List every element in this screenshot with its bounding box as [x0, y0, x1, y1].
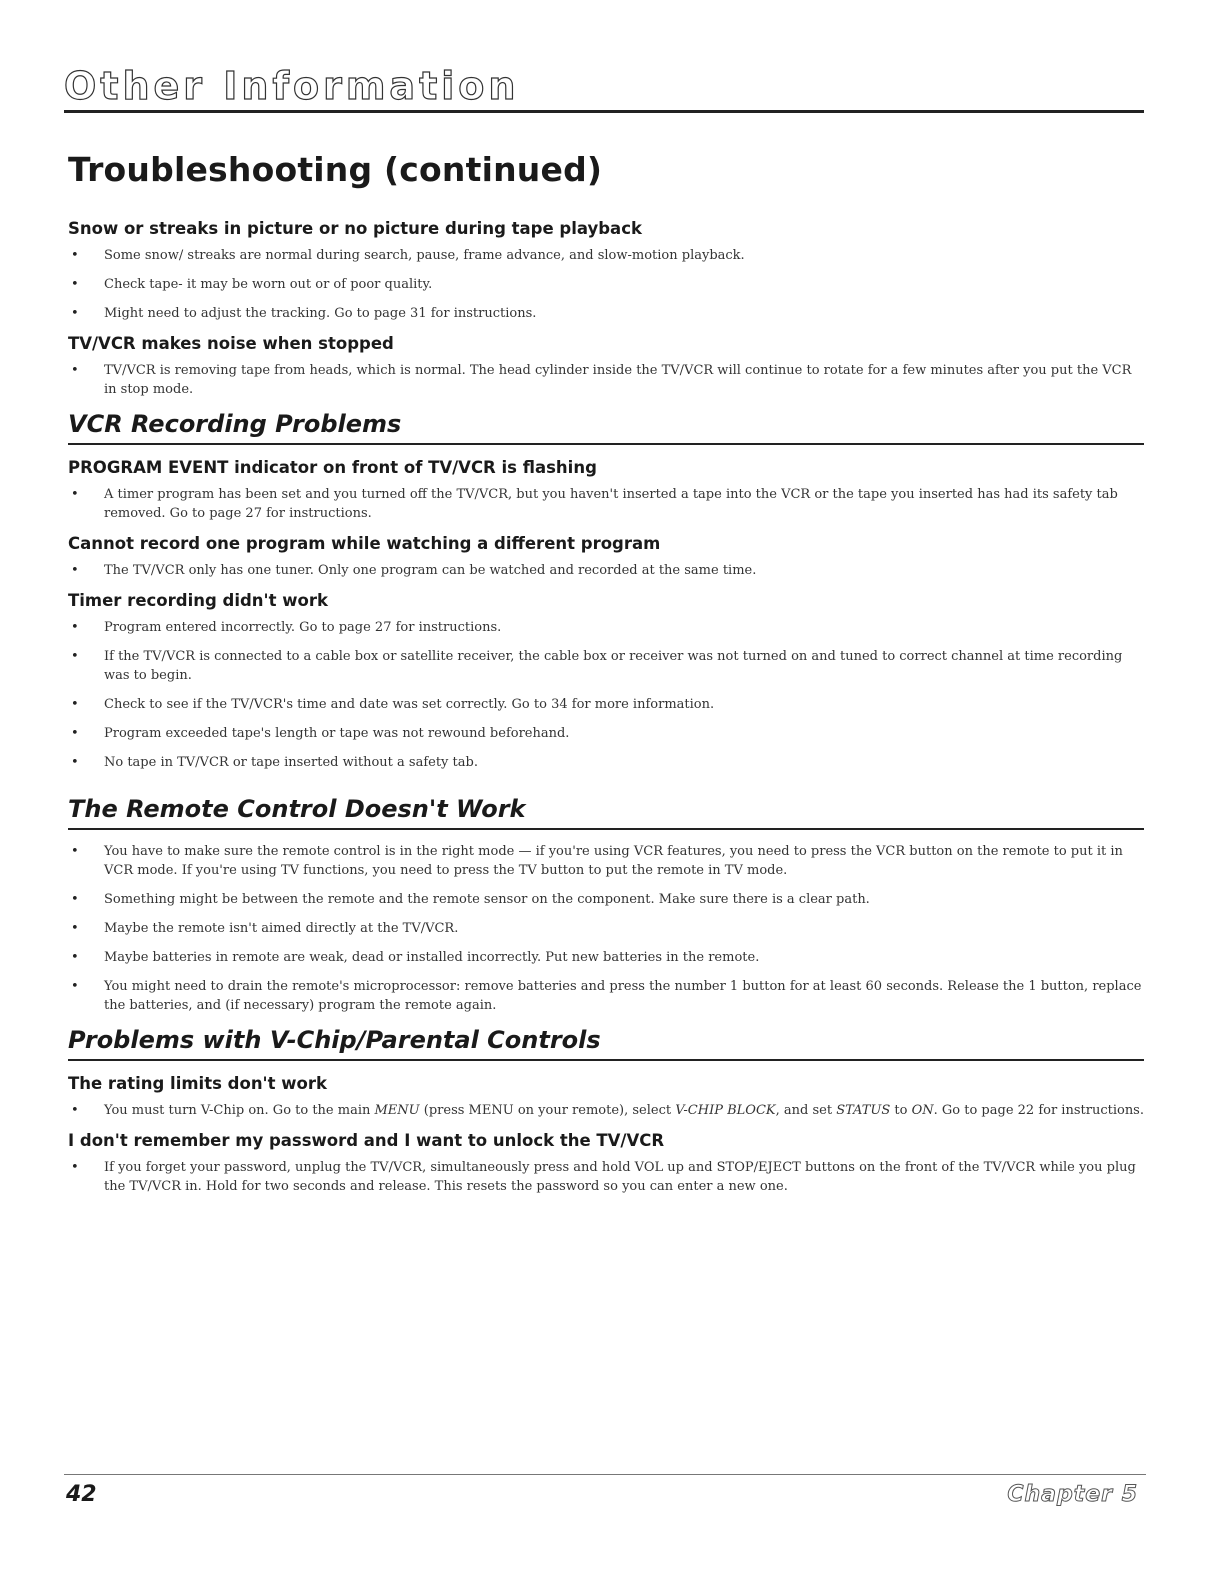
- list-item: • You must turn V-Chip on. Go to the main MENU (press MENU on your remote), select V-CHIP BLOCK, and set STATUS to ON. Go to page 22 for instructions.: [68, 1101, 1144, 1120]
- list-item: • Check tape- it may be worn out or of poor quality.: [68, 275, 1144, 294]
- list-item: • If you forget your password, unplug the TV/VCR, simultaneously press and hold VOL up and STOP/EJECT buttons on the front of the TV/VCR while you plug the TV/VCR in. Hold for two seconds and release. This resets the password so you can enter a new one.: [68, 1158, 1144, 1196]
- list-item: • Check to see if the TV/VCR's time and date was set correctly. Go to 34 for more information.: [68, 695, 1144, 714]
- list-item: • Program entered incorrectly. Go to page 27 for instructions.: [68, 618, 1144, 637]
- subheading-snow-streaks: Snow or streaks in picture or no picture during tape playback: [68, 219, 642, 238]
- page-header: [64, 60, 1144, 113]
- subheading-cannot-record: Cannot record one program while watching a different program: [68, 534, 661, 553]
- chapter-label: Chapter 5: [1007, 1482, 1138, 1507]
- list-item: • No tape in TV/VCR or tape inserted without a safety tab.: [68, 753, 1144, 772]
- vchip-block-term: V-CHIP BLOCK: [675, 1103, 776, 1118]
- page-title: Troubleshooting (continued): [68, 150, 603, 189]
- list-item: • If the TV/VCR is connected to a cable box or satellite receiver, the cable box or receiver was not turned on and tuned to correct channel at time recording was to begin.: [68, 647, 1144, 685]
- list-noise-stopped: [68, 361, 1144, 399]
- subheading-program-event: PROGRAM EVENT indicator on front of TV/VCR is flashing: [68, 458, 597, 477]
- section-title-vchip: Problems with V-Chip/Parental Controls: [68, 1025, 1144, 1061]
- subheading-password: I don't remember my password and I want to unlock the TV/VCR: [68, 1131, 665, 1150]
- header-title: Other Information: [64, 64, 520, 108]
- page-content: [68, 218, 1144, 1206]
- subheading-noise-stopped: TV/VCR makes noise when stopped: [68, 334, 394, 353]
- list-item: • Some snow/ streaks are normal during search, pause, frame advance, and slow-motion playback.: [68, 246, 1144, 265]
- list-timer-recording: [68, 618, 1144, 772]
- list-password: [68, 1158, 1144, 1196]
- on-term: ON: [911, 1103, 934, 1118]
- list-item: • Program exceeded tape's length or tape was not rewound beforehand.: [68, 724, 1144, 743]
- list-item: • Might need to adjust the tracking. Go to page 31 for instructions.: [68, 304, 1144, 323]
- subheading-timer-recording: Timer recording didn't work: [68, 591, 328, 610]
- page-number: 42: [66, 1482, 97, 1507]
- subheading-rating-limits: The rating limits don't work: [68, 1074, 327, 1093]
- list-item: • Maybe batteries in remote are weak, dead or installed incorrectly. Put new batteries in the remote.: [68, 948, 1144, 967]
- list-item: • You have to make sure the remote control is in the right mode — if you're using VCR features, you need to press the VCR button on the remote to put it in VCR mode. If you're using TV functions, you need to press the TV button to put the remote in TV mode.: [68, 842, 1144, 880]
- list-cannot-record: [68, 561, 1144, 580]
- list-item: • Maybe the remote isn't aimed directly at the TV/VCR.: [68, 919, 1144, 938]
- status-term: STATUS: [836, 1103, 891, 1118]
- section-title-vcr-recording: VCR Recording Problems: [68, 409, 1144, 445]
- section-title-remote-control: The Remote Control Doesn't Work: [68, 794, 1144, 830]
- list-item: • You might need to drain the remote's microprocessor: remove batteries and press the number 1 button for at least 60 seconds. Release the 1 button, replace the batteries, and (if necessary) program the remote again.: [68, 977, 1144, 1015]
- list-item: • The TV/VCR only has one tuner. Only one program can be watched and recorded at the same time.: [68, 561, 1144, 580]
- list-program-event: [68, 485, 1144, 523]
- list-item: • A timer program has been set and you turned off the TV/VCR, but you haven't inserted a tape into the VCR or the tape you inserted has had its safety tab removed. Go to page 27 for instructions.: [68, 485, 1144, 523]
- list-remote-control: [68, 842, 1144, 1015]
- footer-divider: [64, 1474, 1146, 1475]
- menu-term: MENU: [374, 1103, 420, 1118]
- list-rating-limits: [68, 1101, 1144, 1120]
- list-item: • Something might be between the remote and the remote sensor on the component. Make sure there is a clear path.: [68, 890, 1144, 909]
- list-snow-streaks: [68, 246, 1144, 323]
- list-item: • TV/VCR is removing tape from heads, which is normal. The head cylinder inside the TV/VCR will continue to rotate for a few minutes after you put the VCR in stop mode.: [68, 361, 1144, 399]
